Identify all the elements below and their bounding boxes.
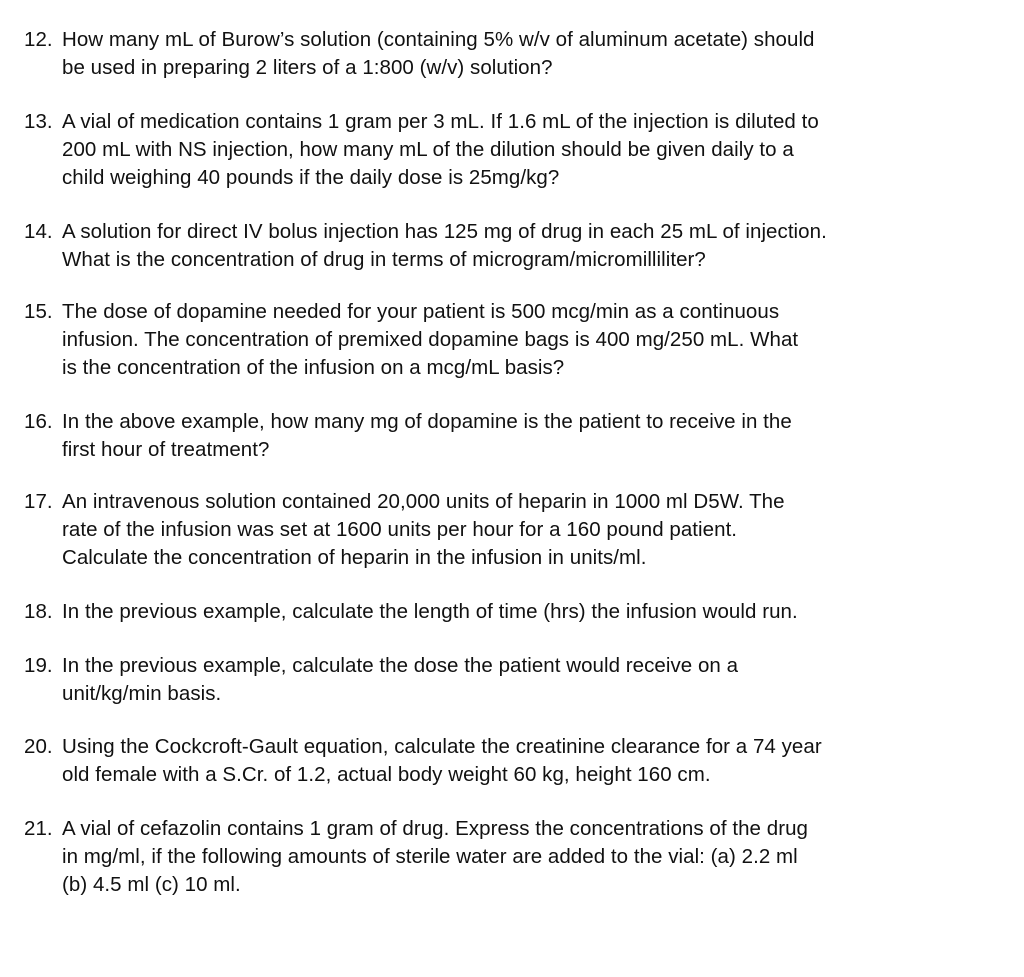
question-line: What is the concentration of drug in terms of microgram/micromilliliter? [62, 248, 706, 271]
question-line: A solution for direct IV bolus injection has 125 mg of drug in each 25 mL of injection. [62, 220, 827, 243]
question-text [62, 298, 954, 382]
question-number: 12. [24, 28, 53, 51]
question-17 [24, 488, 954, 572]
question-text [62, 733, 954, 789]
question-text [62, 408, 954, 464]
question-20 [24, 733, 954, 789]
question-line: infusion. The concentration of premixed dopamine bags is 400 mg/250 mL. What [62, 328, 799, 351]
question-19 [24, 652, 954, 708]
question-18 [24, 598, 954, 626]
question-line: 200 mL with NS injection, how many mL of the dilution should be given daily to a [62, 138, 794, 161]
question-text [62, 652, 954, 708]
question-number: 14. [24, 220, 53, 243]
question-line: A vial of cefazolin contains 1 gram of drug. Express the concentrations of the drug [62, 817, 808, 840]
question-line: Calculate the concentration of heparin in the infusion in units/ml. [62, 546, 647, 569]
question-line: An intravenous solution contained 20,000 units of heparin in 1000 ml D5W. The [62, 490, 785, 513]
question-16 [24, 408, 954, 464]
question-21 [24, 815, 954, 899]
question-line: A vial of medication contains 1 gram per 3 mL. If 1.6 mL of the injection is diluted to [62, 110, 819, 133]
question-line: In the above example, how many mg of dopamine is the patient to receive in the [62, 410, 792, 433]
question-line: first hour of treatment? [62, 438, 270, 461]
question-text [62, 488, 954, 572]
question-number: 20. [24, 735, 53, 758]
question-15 [24, 298, 954, 382]
question-line: is the concentration of the infusion on a mcg/mL basis? [62, 356, 565, 379]
question-12 [24, 26, 954, 82]
question-line: (b) 4.5 ml (c) 10 ml. [62, 873, 241, 896]
question-13 [24, 108, 954, 192]
question-number: 19. [24, 654, 53, 677]
question-line: be used in preparing 2 liters of a 1:800 (w/v) solution? [62, 56, 553, 79]
question-line: In the previous example, calculate the dose the patient would receive on a [62, 654, 739, 677]
question-number: 16. [24, 410, 53, 433]
question-line: in mg/ml, if the following amounts of sterile water are added to the vial: (a) 2.2 ml [62, 845, 798, 868]
question-line: old female with a S.Cr. of 1.2, actual body weight 60 kg, height 160 cm. [62, 763, 711, 786]
question-line: rate of the infusion was set at 1600 units per hour for a 160 pound patient. [62, 518, 738, 541]
question-number: 15. [24, 300, 53, 323]
question-text [62, 598, 954, 626]
question-number: 18. [24, 600, 53, 623]
question-line: In the previous example, calculate the length of time (hrs) the infusion would run. [62, 600, 798, 623]
question-line: child weighing 40 pounds if the daily dose is 25mg/kg? [62, 166, 560, 189]
question-line: How many mL of Burow’s solution (containing 5% w/v of aluminum acetate) should [62, 28, 815, 51]
question-text [62, 26, 954, 82]
question-number: 17. [24, 490, 53, 513]
question-text [62, 815, 954, 899]
question-line: The dose of dopamine needed for your patient is 500 mcg/min as a continuous [62, 300, 780, 323]
question-line: Using the Cockcroft-Gault equation, calculate the creatinine clearance for a 74 year [62, 735, 822, 758]
question-number: 21. [24, 817, 53, 840]
question-number: 13. [24, 110, 53, 133]
question-text [62, 218, 954, 274]
question-line: unit/kg/min basis. [62, 682, 222, 705]
question-text [62, 108, 954, 192]
question-14 [24, 218, 954, 274]
